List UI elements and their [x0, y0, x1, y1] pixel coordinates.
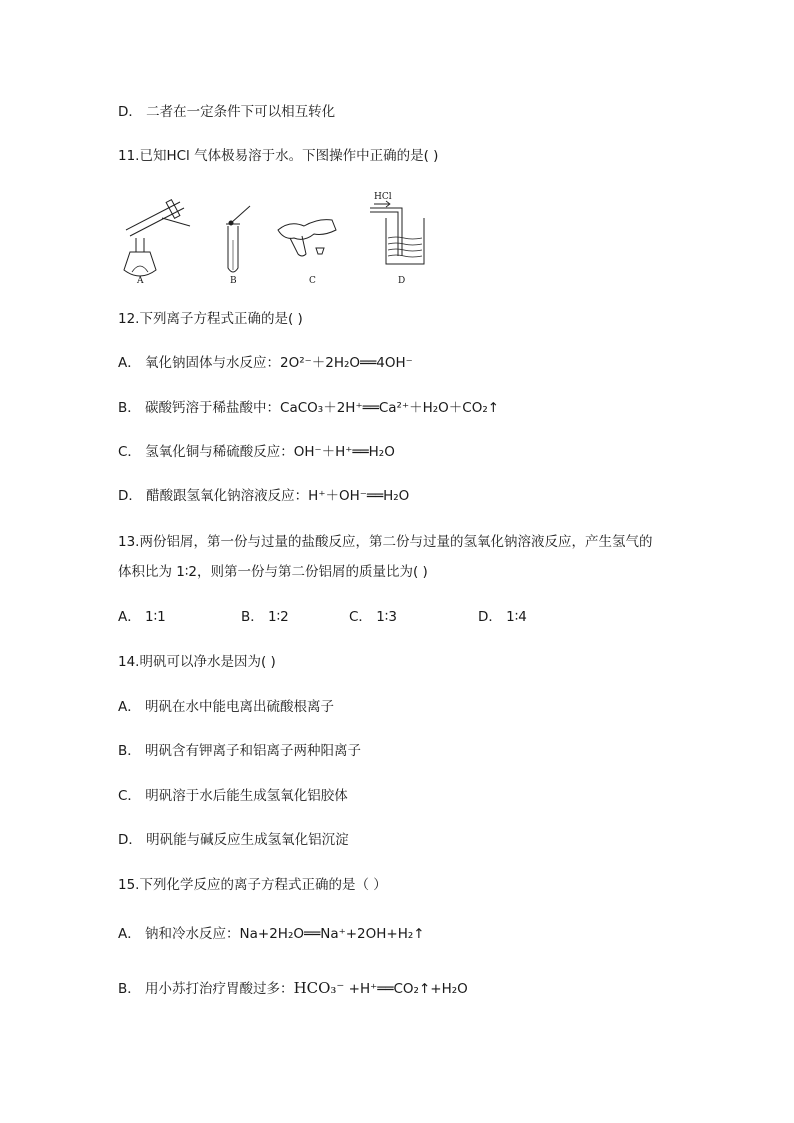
figure-label-a: A — [137, 276, 144, 286]
q12-option-d: D． 醋酸跟氢氧化钠溶液反应：H⁺＋OH⁻══H₂O — [118, 488, 410, 504]
q15-option-b-formula: HCO₃⁻ — [293, 979, 345, 997]
q14-option-b: B． 明矾含有钾离子和铝离子两种阳离子 — [118, 743, 362, 759]
question-13-line-1: 13.两份铝屑，第一份与过量的盐酸反应，第二份与过量的氢氧化钠溶液反应，产生氢气的 — [118, 534, 653, 550]
question-12: 12.下列离子方程式正确的是( ) — [118, 311, 303, 327]
q15-option-b-prefix: B． 用小苏打治疗胃酸过多： — [118, 981, 294, 997]
figure-hcl-label: HCl — [374, 192, 392, 202]
q13-option-d: D． 1∶4 — [478, 609, 527, 625]
figure-label-b: B — [230, 276, 237, 286]
q13-option-b: B． 1∶2 — [241, 609, 289, 625]
q11-apparatus-figure — [118, 190, 428, 290]
q15-option-a: A． 钠和冷水反应：Na+2H₂O══Na⁺+2OH+H₂↑ — [118, 926, 425, 942]
q12-option-c: C． 氢氧化铜与稀硫酸反应：OH⁻＋H⁺══H₂O — [118, 444, 395, 460]
q12-option-a: A． 氧化钠固体与水反应：2O²⁻＋2H₂O══4OH⁻ — [118, 355, 413, 371]
d10-option: D． 二者在一定条件下可以相互转化 — [118, 104, 336, 120]
q12-option-b: B． 碳酸钙溶于稀盐酸中：CaCO₃＋2H⁺══Ca²⁺＋H₂O＋CO₂↑ — [118, 400, 500, 416]
q13-option-c: C． 1∶3 — [349, 609, 397, 625]
figure-label-c: C — [309, 276, 316, 286]
q15-option-b-suffix: +H⁺══CO₂↑+H₂O — [344, 981, 468, 997]
question-11: 11.已知HCl 气体极易溶于水。下图操作中正确的是( ) — [118, 148, 439, 164]
q14-option-c: C． 明矾溶于水后能生成氢氧化铝胶体 — [118, 788, 348, 804]
question-13-line-2: 体积比为 1∶2，则第一份与第二份铝屑的质量比为( ) — [118, 564, 428, 580]
figure-label-d: D — [398, 276, 406, 286]
q15-option-b — [118, 978, 468, 999]
q14-option-d: D． 明矾能与碱反应生成氢氧化铝沉淀 — [118, 832, 349, 848]
q14-option-a: A． 明矾在水中能电离出硫酸根离子 — [118, 699, 335, 715]
q13-option-a: A． 1∶1 — [118, 609, 166, 625]
question-15: 15.下列化学反应的离子方程式正确的是（ ） — [118, 877, 387, 893]
question-14: 14.明矾可以净水是因为( ) — [118, 654, 276, 670]
apparatus-illustration — [118, 190, 428, 290]
